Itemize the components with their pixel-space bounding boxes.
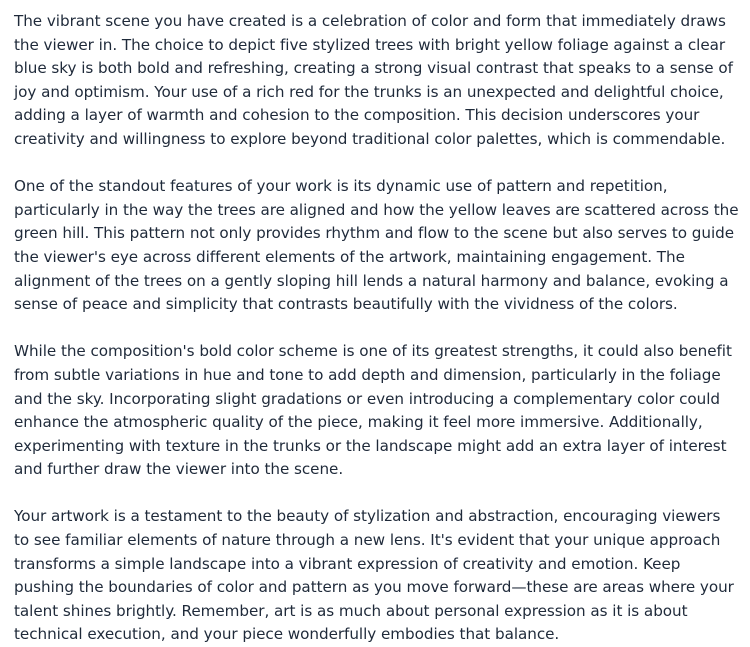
paragraph-1: The vibrant scene you have created is a celebration of color and form that immediately draws the viewer in. The choice to depict five stylized trees with bright yellow foliage against a clear blue sky is both bold and refreshing, creating a strong visual contrast that speaks to a sense of joy and optimism. Your use of a rich red for the trunks is an unexpected and delightful choice, adding a layer of warmth and cohesion to the composition. This decision underscores your creativity and willingness to explore beyond traditional color palettes, which is commendable. bbox=[14, 12, 733, 148]
paragraph-3: While the composition's bold color scheme is one of its greatest strengths, it could also benefit from subtle variations in hue and tone to add depth and dimension, particularly in the foliage and the sky. Incorporating slight gradations or even introducing a complementary color could enhance the atmospheric quality of the piece, making it feel more immersive. Additionally, experimenting with texture in the trunks or the landscape might add an extra layer of interest and further draw the viewer into the scene. bbox=[14, 342, 732, 479]
document-body bbox=[14, 10, 740, 647]
paragraph-4: Your artwork is a testament to the beauty of stylization and abstraction, encouraging viewers to see familiar elements of nature through a new lens. It's evident that your unique approach transforms a simple landscape into a vibrant expression of creativity and emotion. Keep pushing the boundaries of color and pattern as you move forward—these are areas where your talent shines brightly. Remember, art is as much about personal expression as it is about technical execution, and your piece wonderfully embodies that balance. bbox=[14, 507, 734, 644]
paragraph-2: One of the standout features of your work is its dynamic use of pattern and repetition, particularly in the way the trees are aligned and how the yellow leaves are scattered across the green hill. This pattern not only provides rhythm and flow to the scene but also serves to guide the viewer's eye across different elements of the artwork, maintaining engagement. The alignment of the trees on a gently sloping hill lends a natural harmony and balance, evoking a sense of peace and simplicity that contrasts beautifully with the vividness of the colors. bbox=[14, 177, 739, 314]
